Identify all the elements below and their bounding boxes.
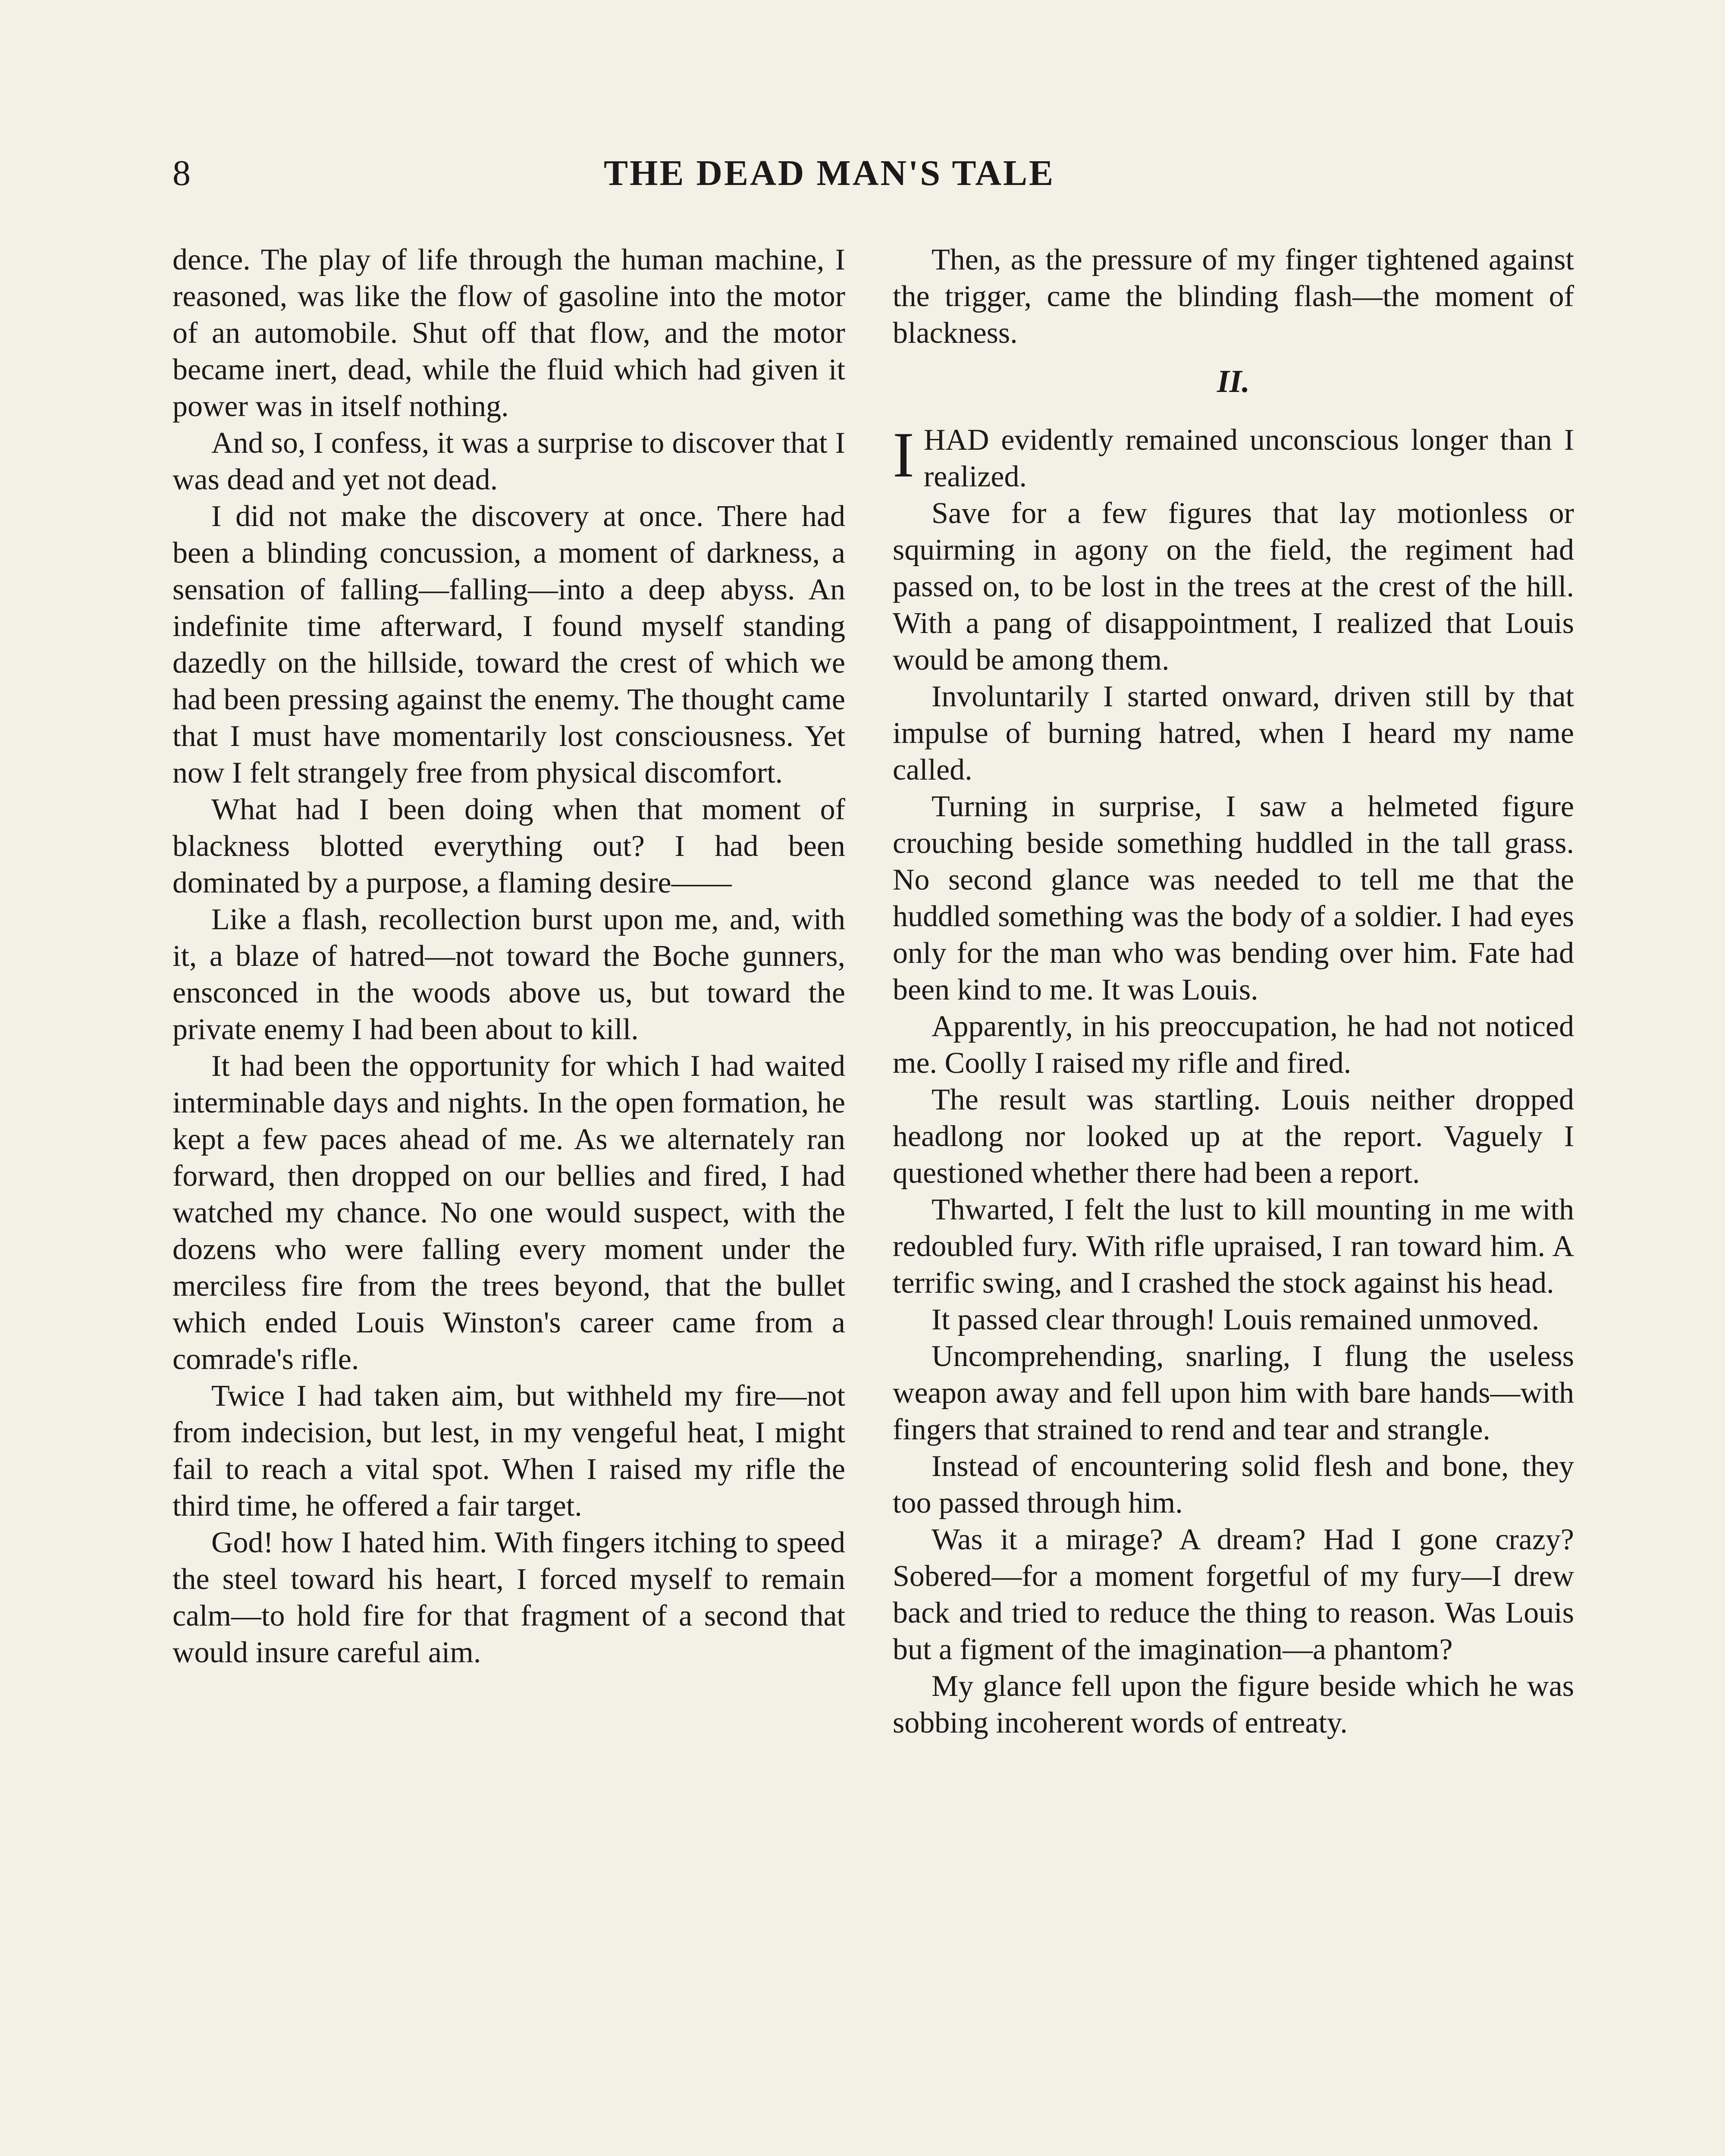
paragraph: My glance fell upon the figure beside which he was sobbing incoherent words of entreaty. [893, 1670, 1574, 1739]
right-column [893, 241, 1574, 1741]
paragraph: Instead of encountering solid flesh and bone, they too passed through him. [893, 1450, 1574, 1520]
paragraph: Thwarted, I felt the lust to kill mounting in me with redoubled fury. With rifle upraised, I ran toward him. A terrific swing, and I crashed the stock against his head. [893, 1193, 1574, 1300]
paragraph: Save for a few figures that lay motionless or squirming in agony on the field, the regiment had passed on, to be lost in the trees at the crest of the hill. With a pang of disappointment, I realized that Louis would be among them. [893, 497, 1574, 677]
paragraph: It had been the opportunity for which I had waited interminable days and nights. In the open formation, he kept a few paces ahead of me. As we alternately ran forward, then dropped on our bellies and fired, I had watched my chance. No one would suspect, with the dozens who were falling every moment under the merciless fire from the trees beyond, that the bullet which ended Louis Winston's career came from a comrade's rifle. [172, 1050, 845, 1376]
paragraph: dence. The play of life through the human machine, I reasoned, was like the flow of gasoline into the motor of an automobile. Shut off that flow, and the motor became inert, dead, while the fluid which had given it power was in itself nothing. [172, 243, 845, 423]
paragraph: Like a flash, recollection burst upon me, and, with it, a blaze of hatred—not toward the Boche gunners, ensconced in the woods above us, but toward the private enemy I had been about to kill. [172, 903, 845, 1046]
paragraph: I did not make the discovery at once. There had been a blinding concussion, a moment of darkness, a sensation of falling—falling—into a deep abyss. An indefinite time afterward, I found myself standing dazedly on the hillside, toward the crest of which we had been pressing against the enemy. The thought came that I must have momentarily lost consciousness. Yet now I felt strangely free from physical discomfort. [172, 500, 845, 790]
paragraph: Turning in surprise, I saw a helmeted figure crouching beside something huddled in the tall grass. No second glance was needed to tell me that the huddled something was the body of a soldier. I had eyes only for the man who was bending over him. Fate had been kind to me. It was Louis. [893, 790, 1574, 1006]
paragraph: And so, I confess, it was a surprise to discover that I was dead and yet not dead. [172, 426, 845, 496]
paragraph: Involuntarily I started onward, driven still by that impulse of burning hatred, when I heard my name called. [893, 680, 1574, 787]
paragraph: Then, as the pressure of my finger tightened against the trigger, came the blinding flash—the moment of blackness. [893, 243, 1574, 350]
paragraph: Uncomprehending, snarling, I flung the useless weapon away and fell upon him with bare hands—with fingers that strained to rend and tear and strangle. [893, 1340, 1574, 1446]
paragraph: God! how I hated him. With fingers itching to speed the steel toward his heart, I forced myself to remain calm—to hold fire for that fragment of a second that would insure careful aim. [172, 1526, 845, 1669]
paragraph: Was it a mirage? A dream? Had I gone crazy? Sobered—for a moment forgetful of my fury—I drew back and tried to reduce the thing to reason. Was Louis but a figment of the imagination—a phantom? [893, 1523, 1574, 1666]
paragraph: Twice I had taken aim, but withheld my fire—not from indecision, but lest, in my vengeful heat, I might fail to reach a vital spot. When I raised my rifle the third time, he offered a fair target. [172, 1379, 845, 1523]
section-number: II. [1217, 364, 1250, 399]
running-title: THE DEAD MAN'S TALE [604, 153, 1055, 193]
section-opening-paragraph [893, 419, 1574, 495]
paragraph: It passed clear through! Louis remained unmoved. [932, 1303, 1540, 1336]
paragraph: What had I been doing when that moment of blackness blotted everything out? I had been dominated by a purpose, a flaming desire—— [172, 793, 845, 899]
left-column [172, 241, 845, 1671]
opening-text: HAD evidently remained unconscious longer than I realized. [923, 423, 1574, 493]
paragraph: Apparently, in his preoccupation, he had not noticed me. Coolly I raised my rifle and fired. [893, 1010, 1574, 1080]
paragraph: The result was startling. Louis neither dropped headlong nor looked up at the report. Vaguely I questioned whether there had been a report. [893, 1083, 1574, 1190]
drop-cap: I [893, 419, 914, 491]
page-number: 8 [172, 153, 191, 193]
